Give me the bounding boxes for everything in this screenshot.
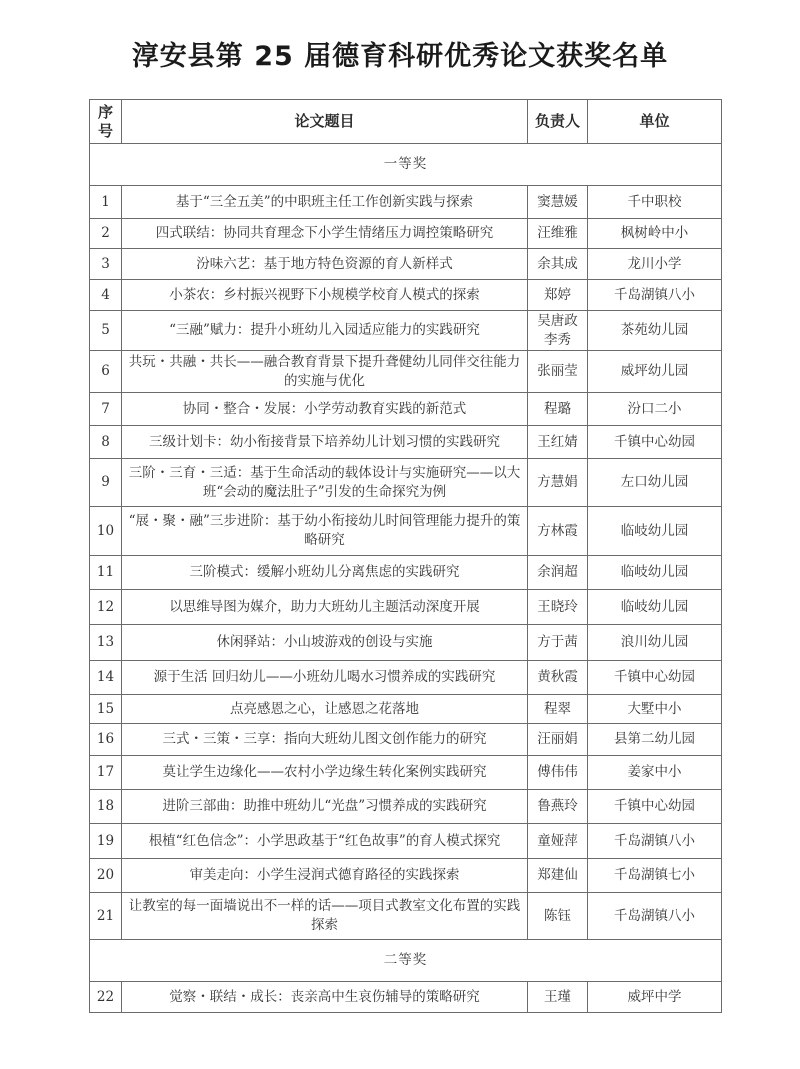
table-row — [90, 556, 722, 590]
cell-person: 程翠 — [528, 695, 588, 724]
cell-seq: 22 — [90, 982, 122, 1013]
cell-person — [528, 311, 588, 351]
cell-title: 源于生活 回归幼儿——小班幼儿喝水习惯养成的实践研究 — [122, 661, 528, 695]
cell-person: 黄秋霞 — [528, 661, 588, 695]
cell-seq: 12 — [90, 590, 122, 625]
cell-seq: 4 — [90, 280, 122, 311]
cell-title: “展・聚・融”三步进阶：基于幼小衔接幼儿时间管理能力提升的策略研究 — [122, 507, 528, 556]
section-row-second-prize — [90, 940, 722, 982]
cell-seq: 21 — [90, 893, 122, 940]
cell-unit: 枫树岭中小 — [588, 219, 722, 249]
header-title: 论文题目 — [122, 100, 528, 144]
cell-unit: 姜家中小 — [588, 756, 722, 790]
table-row — [90, 351, 722, 393]
table-row — [90, 625, 722, 661]
table-row — [90, 893, 722, 940]
table-row — [90, 982, 722, 1013]
table-row — [90, 426, 722, 459]
header-seq — [90, 100, 122, 144]
cell-person: 童娅萍 — [528, 824, 588, 859]
cell-unit: 威坪中学 — [588, 982, 722, 1013]
cell-person: 王晓玲 — [528, 590, 588, 625]
cell-title: 莫让学生边缘化——农村小学边缘生转化案例实践研究 — [122, 756, 528, 790]
cell-person-multiline: 吴唐政 李秀 — [537, 312, 578, 348]
cell-seq: 18 — [90, 790, 122, 824]
table-row — [90, 756, 722, 790]
cell-person: 郑婷 — [528, 280, 588, 311]
cell-person: 王瑾 — [528, 982, 588, 1013]
cell-person: 郑建仙 — [528, 859, 588, 893]
cell-title: 三阶・三育・三适：基于生命活动的载体设计与实施研究——以大班“会动的魔法肚子”引发的生命探究为例 — [122, 459, 528, 507]
document-title: 淳安县第 25 届德育科研优秀论文获奖名单 — [131, 41, 669, 72]
table-row — [90, 219, 722, 249]
table-row — [90, 393, 722, 426]
cell-title: 三级计划卡：幼小衔接背景下培养幼儿计划习惯的实践研究 — [122, 426, 528, 459]
header-person: 负责人 — [528, 100, 588, 144]
cell-seq: 20 — [90, 859, 122, 893]
cell-title: 协同・整合・发展：小学劳动教育实践的新范式 — [122, 393, 528, 426]
cell-seq: 19 — [90, 824, 122, 859]
cell-seq: 8 — [90, 426, 122, 459]
cell-person: 王红婧 — [528, 426, 588, 459]
cell-title: 三式・三策・三享：指向大班幼儿图文创作能力的研究 — [122, 724, 528, 756]
table-row — [90, 459, 722, 507]
cell-unit: 千岛湖镇八小 — [588, 893, 722, 940]
cell-title: 四式联结：协同共育理念下小学生情绪压力调控策略研究 — [122, 219, 528, 249]
cell-seq: 6 — [90, 351, 122, 393]
cell-unit: 千中职校 — [588, 186, 722, 219]
cell-title: 以思维导图为媒介，助力大班幼儿主题活动深度开展 — [122, 590, 528, 625]
cell-unit: 汾口二小 — [588, 393, 722, 426]
cell-seq: 15 — [90, 695, 122, 724]
cell-person: 傅伟伟 — [528, 756, 588, 790]
cell-person: 鲁燕玲 — [528, 790, 588, 824]
cell-unit: 临岐幼儿园 — [588, 556, 722, 590]
cell-seq: 16 — [90, 724, 122, 756]
cell-title: 让教室的每一面墙说出不一样的话——项目式教室文化布置的实践探索 — [122, 893, 528, 940]
cell-person: 汪维雅 — [528, 219, 588, 249]
cell-person: 汪丽娟 — [528, 724, 588, 756]
table-header-row — [90, 100, 722, 144]
cell-person: 方于茜 — [528, 625, 588, 661]
section-label-second-prize: 二等奖 — [90, 940, 722, 982]
table-row — [90, 661, 722, 695]
cell-unit: 临岐幼儿园 — [588, 590, 722, 625]
cell-unit: 左口幼儿园 — [588, 459, 722, 507]
cell-title: “三融”赋力：提升小班幼儿入园适应能力的实践研究 — [122, 311, 528, 351]
section-row-first-prize — [90, 144, 722, 186]
table-row — [90, 590, 722, 625]
cell-person: 余其成 — [528, 249, 588, 280]
cell-person: 余润超 — [528, 556, 588, 590]
cell-unit: 千岛湖镇八小 — [588, 280, 722, 311]
cell-seq: 5 — [90, 311, 122, 351]
cell-title: 觉察・联结・成长：丧亲高中生哀伤辅导的策略研究 — [122, 982, 528, 1013]
cell-unit: 县第二幼儿园 — [588, 724, 722, 756]
section-label-first-prize: 一等奖 — [90, 144, 722, 186]
table-row — [90, 695, 722, 724]
cell-seq: 10 — [90, 507, 122, 556]
cell-seq: 2 — [90, 219, 122, 249]
cell-seq: 13 — [90, 625, 122, 661]
header-seq-label: 序号 — [97, 102, 113, 140]
cell-person: 方慧娟 — [528, 459, 588, 507]
cell-unit: 茶苑幼儿园 — [588, 311, 722, 351]
cell-seq: 1 — [90, 186, 122, 219]
cell-seq: 17 — [90, 756, 122, 790]
table-row — [90, 790, 722, 824]
cell-unit: 临岐幼儿园 — [588, 507, 722, 556]
cell-title: 基于“三全五美”的中职班主任工作创新实践与探索 — [122, 186, 528, 219]
cell-title: 审美走向：小学生浸润式德育路径的实践探索 — [122, 859, 528, 893]
table-row — [90, 311, 722, 351]
cell-unit: 千镇中心幼园 — [588, 790, 722, 824]
cell-unit: 浪川幼儿园 — [588, 625, 722, 661]
header-unit: 单位 — [588, 100, 722, 144]
table-row — [90, 186, 722, 219]
cell-person: 方林霞 — [528, 507, 588, 556]
table-row — [90, 724, 722, 756]
cell-person: 窦慧媛 — [528, 186, 588, 219]
cell-seq: 3 — [90, 249, 122, 280]
table-row — [90, 280, 722, 311]
cell-title: 休闲驿站：小山坡游戏的创设与实施 — [122, 625, 528, 661]
cell-unit: 千岛湖镇七小 — [588, 859, 722, 893]
cell-unit: 千镇中心幼园 — [588, 661, 722, 695]
cell-title: 点亮感恩之心，让感恩之花落地 — [122, 695, 528, 724]
cell-unit: 大墅中小 — [588, 695, 722, 724]
cell-seq: 9 — [90, 459, 122, 507]
cell-person: 陈钰 — [528, 893, 588, 940]
cell-title: 根植“红色信念”：小学思政基于“红色故事”的育人模式探究 — [122, 824, 528, 859]
cell-person: 张丽莹 — [528, 351, 588, 393]
award-list-table — [89, 99, 722, 1013]
cell-unit: 威坪幼儿园 — [588, 351, 722, 393]
cell-unit: 千镇中心幼园 — [588, 426, 722, 459]
cell-title: 进阶三部曲：助推中班幼儿“光盘”习惯养成的实践研究 — [122, 790, 528, 824]
cell-title: 三阶模式：缓解小班幼儿分离焦虑的实践研究 — [122, 556, 528, 590]
cell-unit: 千岛湖镇八小 — [588, 824, 722, 859]
cell-seq: 7 — [90, 393, 122, 426]
table-row — [90, 507, 722, 556]
table-row — [90, 859, 722, 893]
cell-seq: 14 — [90, 661, 122, 695]
cell-title: 小茶农：乡村振兴视野下小规模学校育人模式的探索 — [122, 280, 528, 311]
cell-title: 汾味六艺：基于地方特色资源的育人新样式 — [122, 249, 528, 280]
cell-title: 共玩・共融・共长——融合教育背景下提升聋健幼儿同伴交往能力的实施与优化 — [122, 351, 528, 393]
cell-unit: 龙川小学 — [588, 249, 722, 280]
table-row — [90, 249, 722, 280]
table-row — [90, 824, 722, 859]
cell-person: 程璐 — [528, 393, 588, 426]
cell-seq: 11 — [90, 556, 122, 590]
